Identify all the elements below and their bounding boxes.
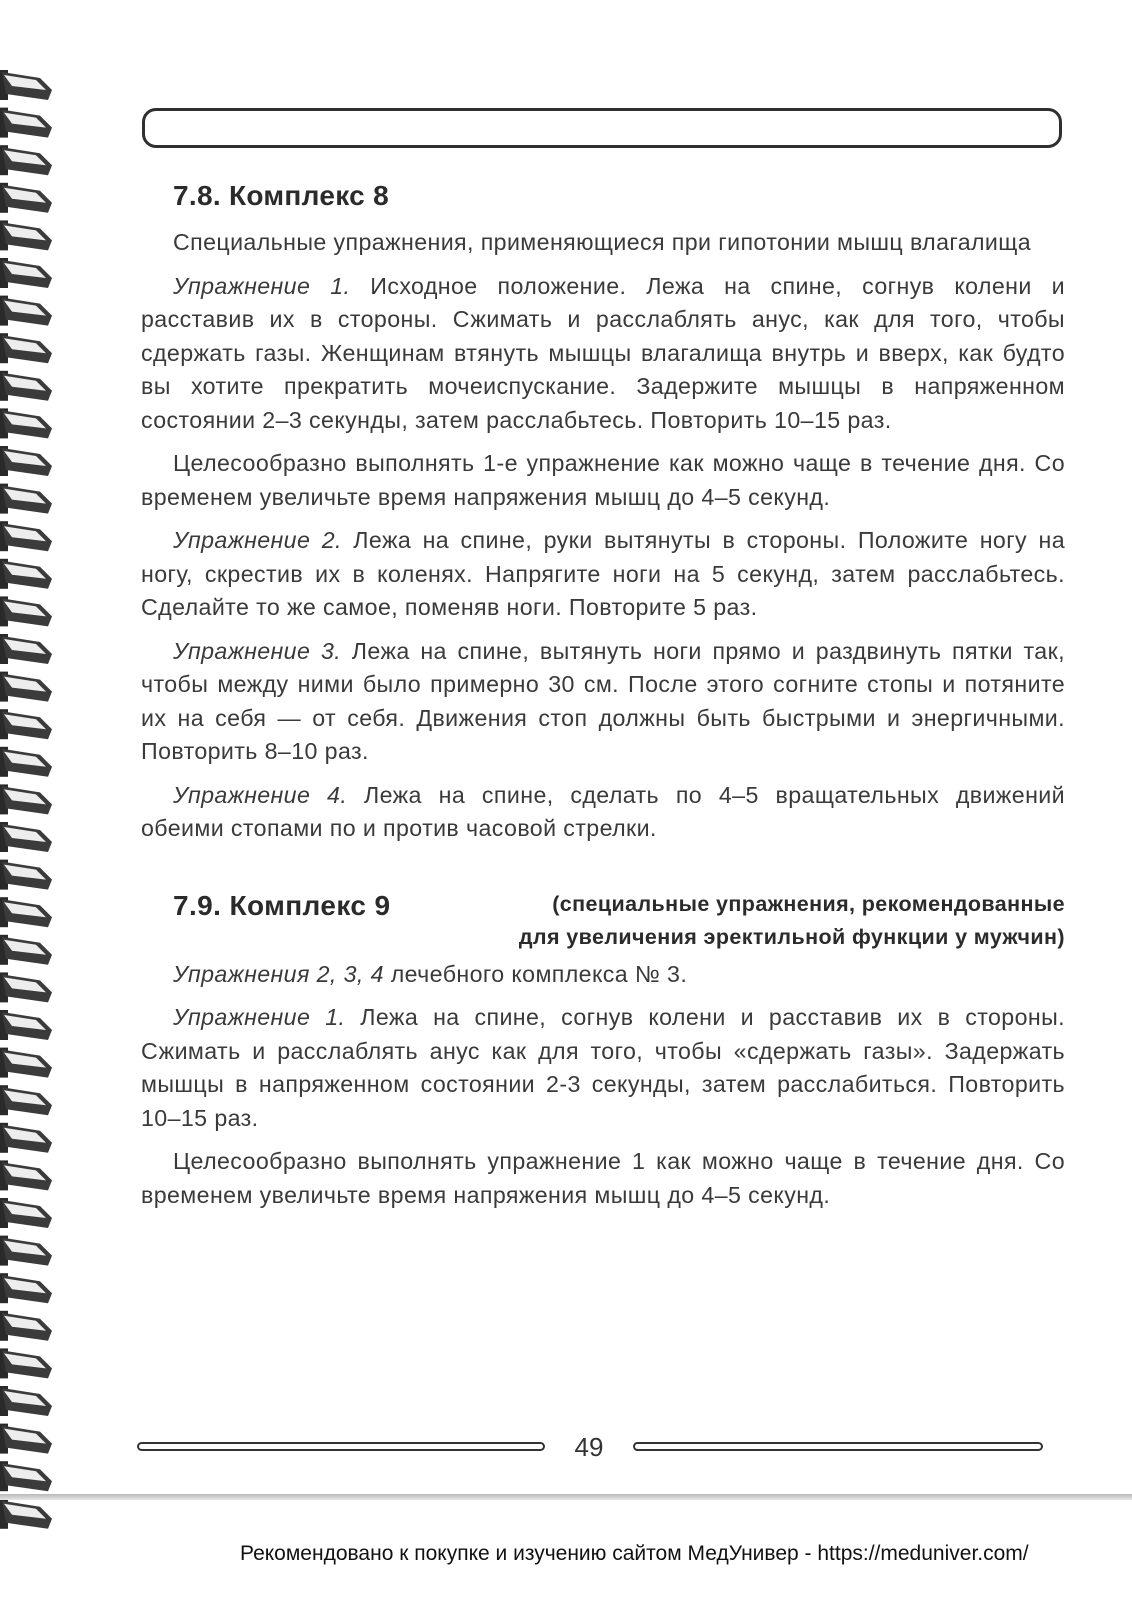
binding-ring — [0, 70, 52, 100]
binding-ring — [0, 1048, 52, 1078]
binding-ring — [0, 1311, 52, 1341]
binding-ring — [0, 1010, 52, 1040]
binding-ring — [0, 822, 52, 852]
spiral-binding-graphic — [0, 66, 60, 1536]
binding-ring — [0, 784, 52, 814]
binding-ring — [0, 108, 52, 138]
section-9-subtitle-line-2: для увеличения эректильной функции у мужчин) — [518, 924, 1065, 949]
binding-ring — [0, 596, 52, 626]
section-9-reference — [141, 958, 1065, 992]
exercise-text: Лежа на спине, руки вытянуты в стороны. Положите ногу на ногу, скрестив их в коленях. Напрягите ноги на 5 секунд, затем расслабьтесь. Сделайте то же самое, поменяв ноги. Повторите 5 раз. — [141, 527, 1065, 620]
exercise-label: Упражнение 1. — [173, 272, 351, 299]
header-frame — [142, 108, 1062, 148]
binding-ring — [0, 1461, 52, 1491]
section-9-subtitle — [391, 886, 1066, 954]
binding-ring — [0, 559, 52, 589]
exercise-text: Исходное положение. Лежа на спине, согнув колени и расставив их в стороны. Сжимать и расслаблять анус, как для того, чтобы сдержать газы. Женщинам втянуть мышцы влагалища внутрь и вверх, как будто вы хотите прекратить мочеиспускание. Задержите мышцы в напряженном состоянии 2–3 секунды, затем расслабьтесь. Повторить 10–15 раз. — [141, 272, 1065, 433]
section-9-heading-block — [173, 886, 1065, 954]
exercise-text: Лежа на спине, согнув колени и расставив их в стороны. Сжимать и расслаблять анус как для того, чтобы «сдержать газы». Задержать мышцы в напряженном состоянии 2-3 секунды, затем расслабиться. Повторить 10–15 раз. — [141, 1004, 1065, 1131]
section-8-heading: 7.8. Комплекс 8 — [173, 180, 389, 211]
binding-ring — [0, 1424, 52, 1454]
section-8-intro: Специальные упражнения, применяющиеся при гипотонии мышц влагалища — [173, 229, 1032, 255]
binding-ring — [0, 672, 52, 702]
binding-ring — [0, 1085, 52, 1115]
binding-ring — [0, 446, 52, 476]
exercise-text: Лежа на спине, вытянуть ноги прямо и раздвинуть пятки так, чтобы между ними было примерно 30 см. После этого согните стопы и потяните их на себя — от себя. Движения стоп должны быть быстрыми и энергичными. Повторить 8–10 раз. — [141, 637, 1065, 764]
section-9-note: Целесообразно выполнять упражнение 1 как можно чаще в течение дня. Со временем увеличьте время напряжения мышц до 4–5 секунд. — [141, 1148, 1065, 1208]
exercise-label: Упражнение 3. — [173, 637, 342, 664]
binding-ring — [0, 860, 52, 890]
binding-ring — [0, 1198, 52, 1228]
page-number: 49 — [574, 1432, 604, 1462]
section-8-exercise-4 — [141, 779, 1065, 846]
section-8-note: Целесообразно выполнять 1-е упражнение как можно чаще в течение дня. Со временем увеличьте время напряжения мышц до 4–5 секунд. — [141, 450, 1065, 510]
footer-rule-left — [137, 1442, 545, 1451]
binding-ring — [0, 521, 52, 551]
binding-ring — [0, 747, 52, 777]
section-9-subtitle-line-1: (специальные упражнения, рекомендованные — [552, 891, 1065, 916]
section-8-exercise-3 — [141, 635, 1065, 769]
page-bottom-edge — [0, 1494, 1132, 1500]
binding-ring — [0, 709, 52, 739]
reference-text: лечебного комплекса № 3. — [383, 960, 688, 987]
page-content — [141, 176, 1065, 1222]
exercise-label: Упражнение 1. — [173, 1004, 346, 1030]
section-8-exercise-1 — [141, 270, 1065, 438]
section-8-exercise-2 — [141, 524, 1065, 625]
binding-ring — [0, 333, 52, 363]
binding-ring — [0, 1348, 52, 1378]
binding-ring — [0, 1273, 52, 1303]
binding-ring — [0, 408, 52, 438]
binding-ring — [0, 935, 52, 965]
binding-ring — [0, 1499, 52, 1529]
binding-ring — [0, 1236, 52, 1266]
binding-ring — [0, 972, 52, 1002]
reference-label: Упражнения 2, 3, 4 — [173, 960, 384, 987]
exercise-text: Лежа на спине, сделать по 4–5 вращательных движений обеими стопами по и против часовой стрелки. — [141, 781, 1065, 841]
binding-ring — [0, 634, 52, 664]
footer-rule-right — [633, 1442, 1043, 1451]
binding-ring — [0, 484, 52, 514]
binding-ring — [0, 145, 52, 175]
binding-ring — [0, 296, 52, 326]
binding-ring — [0, 183, 52, 213]
binding-ring — [0, 1123, 52, 1153]
binding-ring — [0, 1386, 52, 1416]
section-9-heading: 7.9. Комплекс 9 — [173, 889, 391, 921]
binding-ring — [0, 897, 52, 927]
watermark-text: Рекомендовано к покупке и изучению сайтом МедУнивер - https://meduniver.com/ — [240, 1542, 1029, 1565]
exercise-label: Упражнение 4. — [173, 781, 348, 808]
binding-ring — [0, 220, 52, 250]
binding-ring — [0, 371, 52, 401]
binding-ring — [0, 258, 52, 288]
spiral-binding — [0, 66, 60, 1536]
page-footer — [137, 1430, 1043, 1466]
binding-ring — [0, 1160, 52, 1190]
section-9-exercise-1 — [141, 1001, 1065, 1135]
exercise-label: Упражнение 2. — [173, 527, 342, 553]
